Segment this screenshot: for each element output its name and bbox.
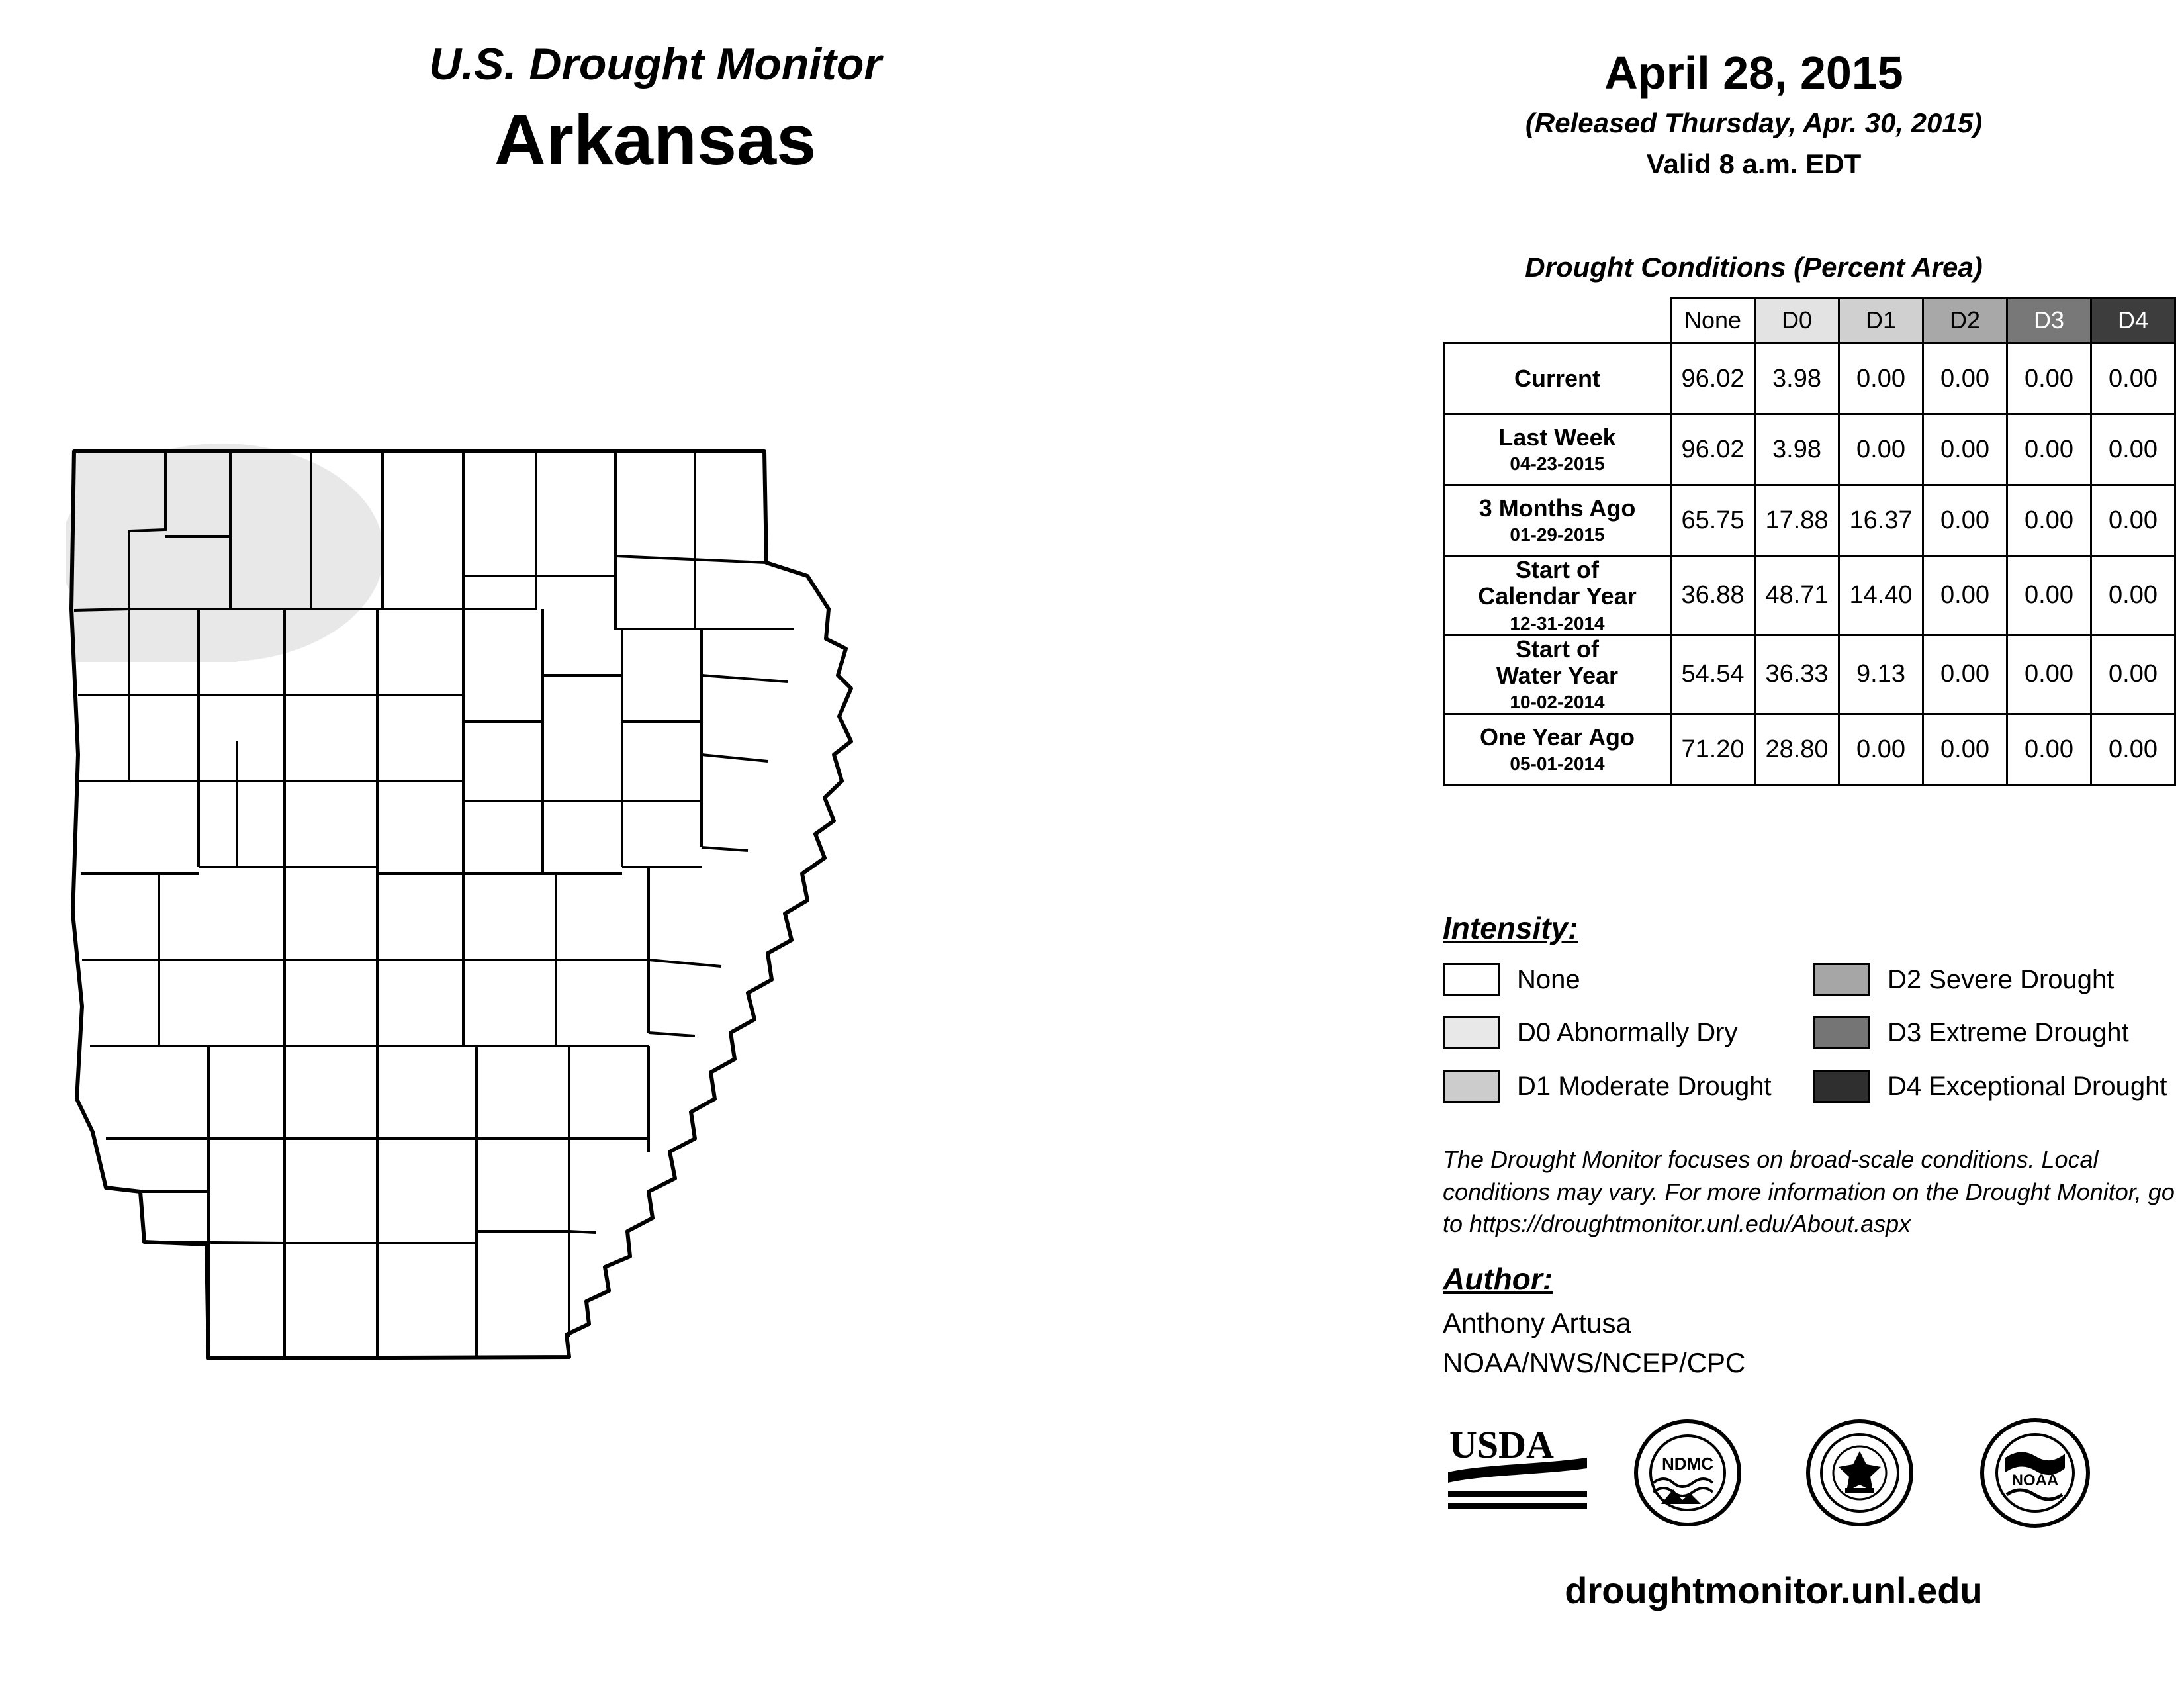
row-label-text-line2: Water Year — [1496, 661, 1619, 689]
cell-cy-d1: 14.40 — [1839, 556, 1923, 635]
row-label-text-line1: Start of — [1516, 556, 1599, 583]
doc-logo — [1794, 1417, 1926, 1529]
row-label-start-calendar-year — [1444, 556, 1671, 635]
row-label-text: One Year Ago — [1479, 724, 1635, 751]
table-corner-cell — [1444, 298, 1671, 344]
cell-lastweek-d1: 0.00 — [1839, 414, 1923, 485]
legend-item-d3 — [1813, 1016, 2129, 1049]
cell-lastweek-d0: 3.98 — [1755, 414, 1839, 485]
legend-item-none — [1443, 963, 1580, 996]
usda-logo — [1443, 1417, 1595, 1529]
author-title: Author: — [1443, 1262, 1553, 1296]
cell-lastweek-none: 96.02 — [1671, 414, 1755, 485]
legend-label-d1: D1 Moderate Drought — [1517, 1071, 1772, 1101]
row-label-three-months-ago — [1444, 485, 1671, 556]
col-header-d1: D1 — [1839, 298, 1923, 344]
cell-lastweek-d2: 0.00 — [1923, 414, 2007, 485]
row-label-date: 01-29-2015 — [1510, 524, 1605, 545]
cell-cy-none: 36.88 — [1671, 556, 1755, 635]
row-label-date: 05-01-2014 — [1510, 753, 1605, 774]
cell-wy-d0: 36.33 — [1755, 635, 1839, 714]
table-row — [1444, 485, 2175, 556]
cell-wy-d2: 0.00 — [1923, 635, 2007, 714]
noaa-logo — [1966, 1417, 2105, 1529]
cell-current-none: 96.02 — [1671, 344, 1755, 414]
cell-3mo-d4: 0.00 — [2091, 485, 2175, 556]
cell-cy-d0: 48.71 — [1755, 556, 1839, 635]
logo-row — [1443, 1417, 2184, 1536]
drought-conditions-table — [1443, 297, 2176, 786]
cell-wy-d1: 9.13 — [1839, 635, 1923, 714]
col-header-d2: D2 — [1923, 298, 2007, 344]
cell-1yr-none: 71.20 — [1671, 714, 1755, 785]
row-label-text: Last Week — [1498, 423, 1616, 451]
row-label-text-line2: Calendar Year — [1478, 583, 1637, 610]
legend-label-d0: D0 Abnormally Dry — [1517, 1017, 1738, 1047]
cell-1yr-d1: 0.00 — [1839, 714, 1923, 785]
legend-item-d4 — [1813, 1070, 2167, 1103]
author-organization: NOAA/NWS/NCEP/CPC — [1443, 1347, 1746, 1378]
table-row — [1444, 414, 2175, 485]
table-row — [1444, 556, 2175, 635]
state-title: Arkansas — [494, 99, 817, 179]
arkansas-map-svg — [66, 410, 1310, 1536]
svg-text:NOAA: NOAA — [2011, 1472, 2059, 1489]
disclaimer-text: The Drought Monitor focuses on broad-scale conditions. Local conditions may vary. For more information on the Drought Monitor, go to https://droughtmonitor.unl.edu/About.aspx — [1443, 1146, 2175, 1238]
row-label-start-water-year — [1444, 635, 1671, 714]
cell-1yr-d3: 0.00 — [2007, 714, 2091, 785]
cell-current-d1: 0.00 — [1839, 344, 1923, 414]
cell-3mo-d2: 0.00 — [1923, 485, 2007, 556]
svg-text:USDA: USDA — [1449, 1423, 1554, 1466]
legend-item-d1 — [1443, 1070, 1772, 1103]
table-row — [1444, 714, 2175, 785]
cell-3mo-d0: 17.88 — [1755, 485, 1839, 556]
legend-label-d2: D2 Severe Drought — [1888, 964, 2115, 994]
col-header-d3: D3 — [2007, 298, 2091, 344]
row-label-date: 04-23-2015 — [1510, 453, 1605, 475]
col-header-d4: D4 — [2091, 298, 2175, 344]
cell-lastweek-d4: 0.00 — [2091, 414, 2175, 485]
cell-cy-d2: 0.00 — [1923, 556, 2007, 635]
cell-cy-d3: 0.00 — [2007, 556, 2091, 635]
legend-swatch-d1 — [1443, 1070, 1500, 1103]
row-label-text: Current — [1514, 364, 1600, 392]
map-date: April 28, 2015 — [1604, 47, 1903, 99]
release-date: (Released Thursday, Apr. 30, 2015) — [1525, 107, 1983, 138]
legend-label-d4: D4 Exceptional Drought — [1888, 1071, 2167, 1101]
ndmc-logo — [1621, 1417, 1754, 1529]
legend-swatch-d2 — [1813, 963, 1870, 996]
col-header-none: None — [1671, 298, 1755, 344]
intensity-legend-title: Intensity: — [1443, 911, 1578, 945]
table-row — [1444, 344, 2175, 414]
svg-text:NDMC: NDMC — [1662, 1454, 1713, 1474]
cell-current-d3: 0.00 — [2007, 344, 2091, 414]
cell-current-d4: 0.00 — [2091, 344, 2175, 414]
row-label-date: 10-02-2014 — [1510, 692, 1605, 713]
cell-cy-d4: 0.00 — [2091, 556, 2175, 635]
cell-wy-d4: 0.00 — [2091, 635, 2175, 714]
author-name: Anthony Artusa — [1443, 1307, 1631, 1338]
cell-wy-none: 54.54 — [1671, 635, 1755, 714]
date-block — [1363, 46, 2144, 180]
title-block — [0, 40, 1310, 181]
row-label-current — [1444, 344, 1671, 414]
info-panel — [1363, 0, 2184, 1688]
cell-1yr-d4: 0.00 — [2091, 714, 2175, 785]
legend-swatch-d4 — [1813, 1070, 1870, 1103]
cell-1yr-d2: 0.00 — [1923, 714, 2007, 785]
table-caption: Drought Conditions (Percent Area) — [1525, 252, 1983, 283]
row-label-text-line1: Start of — [1516, 635, 1599, 663]
legend-label-d3: D3 Extreme Drought — [1888, 1017, 2129, 1047]
valid-time: Valid 8 a.m. EDT — [1646, 148, 1862, 179]
row-label-last-week — [1444, 414, 1671, 485]
row-label-date: 12-31-2014 — [1510, 612, 1605, 633]
cell-3mo-d3: 0.00 — [2007, 485, 2091, 556]
page-title: U.S. Drought Monitor — [429, 39, 882, 89]
table-header-row — [1444, 298, 2175, 344]
col-header-d0: D0 — [1755, 298, 1839, 344]
legend-swatch-none — [1443, 963, 1500, 996]
cell-3mo-none: 65.75 — [1671, 485, 1755, 556]
legend-item-d0 — [1443, 1016, 1737, 1049]
cell-wy-d3: 0.00 — [2007, 635, 2091, 714]
legend-swatch-d3 — [1813, 1016, 1870, 1049]
cell-lastweek-d3: 0.00 — [2007, 414, 2091, 485]
cell-3mo-d1: 16.37 — [1839, 485, 1923, 556]
cell-current-d0: 3.98 — [1755, 344, 1839, 414]
cell-current-d2: 0.00 — [1923, 344, 2007, 414]
d0-drought-region — [66, 444, 384, 662]
arkansas-map[interactable] — [66, 410, 1310, 1536]
table-row — [1444, 635, 2175, 714]
cell-1yr-d0: 28.80 — [1755, 714, 1839, 785]
row-label-one-year-ago — [1444, 714, 1671, 785]
legend-swatch-d0 — [1443, 1016, 1500, 1049]
legend-item-d2 — [1813, 963, 2114, 996]
footer-url[interactable]: droughtmonitor.unl.edu — [1565, 1570, 1983, 1611]
row-label-text: 3 Months Ago — [1479, 494, 1636, 522]
legend-label-none: None — [1517, 964, 1580, 994]
